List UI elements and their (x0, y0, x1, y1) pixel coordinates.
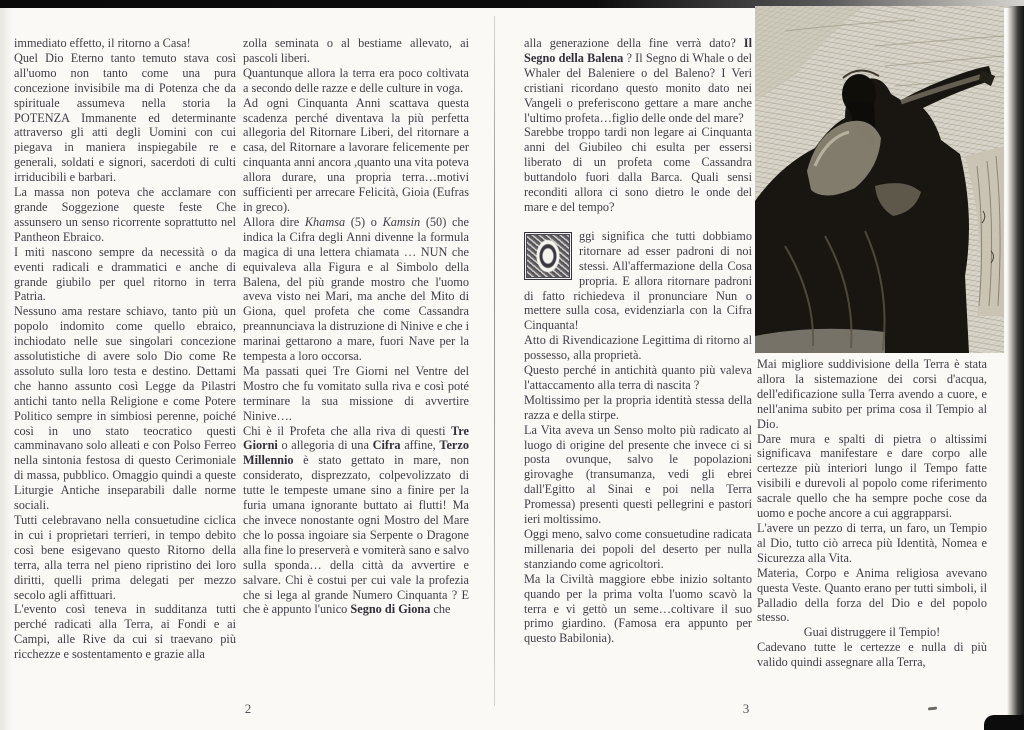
prophet-illustration (755, 6, 1004, 353)
page-number-right: 3 (742, 701, 750, 716)
scan-right-edge-shadow (1007, 6, 1024, 730)
paragraph: Dare mura e spalti di pietra o altissimi significava manifestare e dare corpo alle certezze più interiori lungo il Tempo fatte visibili e durevoli al popolo come riferimento sacrale quello che ha sempre poche cose da uomo e poche ancore a cui aggrapparsi. (757, 431, 987, 521)
right-page-column-2 (757, 357, 987, 670)
paragraph: La massa non poteva che acclamare con grande Soggezione queste feste Che assunsero un senso ricorrente soprattutto nel Pantheon Ebraico. (14, 185, 236, 244)
scan-corner-shadow (984, 715, 1024, 730)
paragraph: Chi è il Profeta che alla riva di questi Tre Giorni o allegoria di una Cifra affine, Terzo Millennio è stato gettato in mare, non considerato, disprezzato, colpevolizzato di tutte le tempeste umane sino a finire per la furia umana ignorante buttato ai flutti! Ma che invece nonostante ogni Mostro del Mare che lo possa ingoiare sia Serpente o Dragone alla fine lo preserverà e vomiterà sano e salvo sulla sponda… della città da avvertire e salvare. Chi è costui per cui vale la profezia che si lega al grande Numero Cinquanta ? E che è appunto l'unico Segno di Giona che (243, 423, 470, 617)
paragraph: Questo perché in antichità quanto più valeva l'attaccamento alla terra di nascita ? (524, 363, 752, 392)
drop-cap-initial-O (524, 232, 572, 280)
paragraph: Moltissimo per la propria identità stessa della razza e della stirpe. (524, 392, 752, 422)
paragraph: Ma la Civiltà maggiore ebbe inizio soltanto quando per la prima volta l'uomo scavò la terra e vi gettò un seme…coltivare il suo primo giardino. (Famosa era appunto per questo Babilonia). (524, 571, 752, 646)
left-page-column-2 (243, 36, 469, 617)
paragraph: Atto di Rivendicazione Legittima di ritorno al possesso, alla proprietà. (524, 333, 752, 363)
paragraph: immediato effetto, il ritorno a Casa! (14, 36, 191, 50)
paragraph: Mai migliore suddivisione della Terra è stata allora la sistemazione dei corsi d'acqua, dell'edificazione sulla Terra avendo a cuore, e nell'anima subito per prima cosa il Tempio al Dio. (757, 357, 987, 431)
paragraph: Oggi meno, salvo come consuetudine radicata millenaria dei popoli del deserto per nulla stanziando come agricoltori. (524, 527, 752, 571)
paragraph: L'evento così teneva in sudditanza tutti perché radicati alla Terra, ai Fondi e ai Campi, alle Rive da cui si traevano più ricchezze e sostentamento e grazie alla (14, 602, 236, 662)
left-page-column-1 (14, 36, 236, 662)
scan-left-shadow (0, 8, 12, 730)
paragraph: Sarebbe troppo tardi non legare ai Cinquanta anni del Giubileo chi esulta per essersi liberato di un profeta come Cassandra buttandolo fuori dalla Barca. Quali sensi reconditi allora ci sono dietro le onde del mare e del tempo? (524, 125, 752, 214)
paragraph: I miti nascono sempre da necessità o da eventi radicali e drammatici e anche di grande giubilo per quel ritorno in terra Patria. (14, 244, 236, 304)
paragraph: alla generazione della fine verrà dato? Il Segno della Balena ? Il Segno di Whale o del Whaler del Baleniere o del Baleno? I Veri cristiani ricordano questo monito dato nei Vangeli o preferiscono gettare a mare anche l'ultimo profeta…figlio delle onde del mare? (524, 36, 752, 125)
paragraph: Quel Dio Eterno tanto temuto stava così all'uomo non tanto come una pura concezione invisibile ma di Potenza che da spirituale assumeva nella storia la POTENZA Immanente ed determinante attraverso gli atti degli Uomini con cui piegava in maniera inspiegabile re e generali, soldati e signori, sacerdoti di culti irriducibili e barbari. (14, 50, 236, 185)
page-gutter-line (494, 16, 495, 706)
paragraph: Guai distruggere il Tempio! (803, 625, 941, 640)
paragraph: Tutti celebravano nella consuetudine ciclica in cui i proprietari terrieri, in tempo debito così bene esigevano questo Ritorno della terra, alla terra nel pieno ripristino dei loro diritti, quelli prima delegati per mezzo secolo agli affittuari. (14, 513, 236, 602)
paragraph: Allora dire Khamsa (5) o Kamsin (50) che indica la Cifra degli Anni divenne la formula magica di una lettera chiamata … NUN che equivaleva alla Figura e al Simbolo della Balena, del più grande mostro che l'uomo aveva visto nei Mari, ma anche del Mito di Giona, quel profeta che come Cassandra preannunciava la distruzione di Ninive e che i marinai gettarono a mare, fuori Nave per la tempesta a loro occorsa. (243, 214, 470, 364)
paragraph: zolla seminata o al bestiame allevato, ai pascoli liberi. (243, 36, 469, 65)
paragraph: Ma passati quei Tre Giorni nel Ventre del Mostro che fu vomitato sulla riva e così poté terminare la sua missione di avvertire Ninive…. (243, 363, 469, 423)
paragraph: ggi significa che tutti dobbiamo ritornare ad esser padroni di noi stessi. All'affermazione della Cosa propria. E allora ritornare padroni di fatto richiedeva il pronunciare Nun o mettere sulla cosa, evidenziarla con la Cifra Cinquanta! (524, 228, 752, 333)
paragraph: Quantunque allora la terra era poco coltivata a secondo delle razze e delle culture in voga. (243, 65, 469, 95)
paragraph: La Vita aveva un Senso molto più radicato al luogo di origine del presente che invece ci si posta ovunque, salvo le popolazioni girovaghe (transumanza, vedi gli ebrei dall'Egitto al Sinai e poi nella Terra Promessa) presenti questi pellegrini e pastori ieri moltissimo. (524, 422, 752, 527)
paragraph: L'avere un pezzo di terra, un faro, un Tempio al Dio, tutto ciò arreca più Identità, Nomea e Sicurezza alla Vita. (757, 520, 987, 565)
page-number-left: 2 (244, 701, 252, 716)
ink-speck (928, 707, 937, 711)
paragraph: Cadevano tutte le certezze e nulla di più valido quindi assegnare alla Terra, (757, 640, 987, 670)
right-page-column-1 (524, 36, 752, 646)
paragraph: Materia, Corpo e Anima religiosa avevano questa Veste. Quanto erano per tutti simboli, il Palladio della forza del Dio e del popolo stesso. (757, 565, 987, 625)
paragraph: Nessuno ama restare schiavo, tanto più un popolo indomito come quello ebraico, inchiodato nelle sue singolari concezione assolutistiche di avere solo Dio come Re assoluto sulla loro testa e destino. Dettami che hanno assunto così Legge da Pilastri antichi tanto nella Religione e come Potere Politico sempre in simbiosi perenne, poiché così in uno stato teocratico questi camminavano solo alleati e con Polso Ferreo nella sintonia festosa di questo Cerimoniale di massa, pubblico. Omaggio quindi a queste Liturgie Antiche inseparabili dalle norme sociali. (14, 304, 236, 513)
paragraph: Ad ogni Cinquanta Anni scattava questa scadenza perché diventava la più perfetta allegoria del Ritornare Liberi, del ritornare a casa, del Ritornare a lavorare felicemente per cinquanta anni ancora ,quanto una vita poteva allora durare, una propria terra…motivi sufficienti per arrecare Felicità, Gioia (Eufras in greco). (243, 95, 469, 214)
